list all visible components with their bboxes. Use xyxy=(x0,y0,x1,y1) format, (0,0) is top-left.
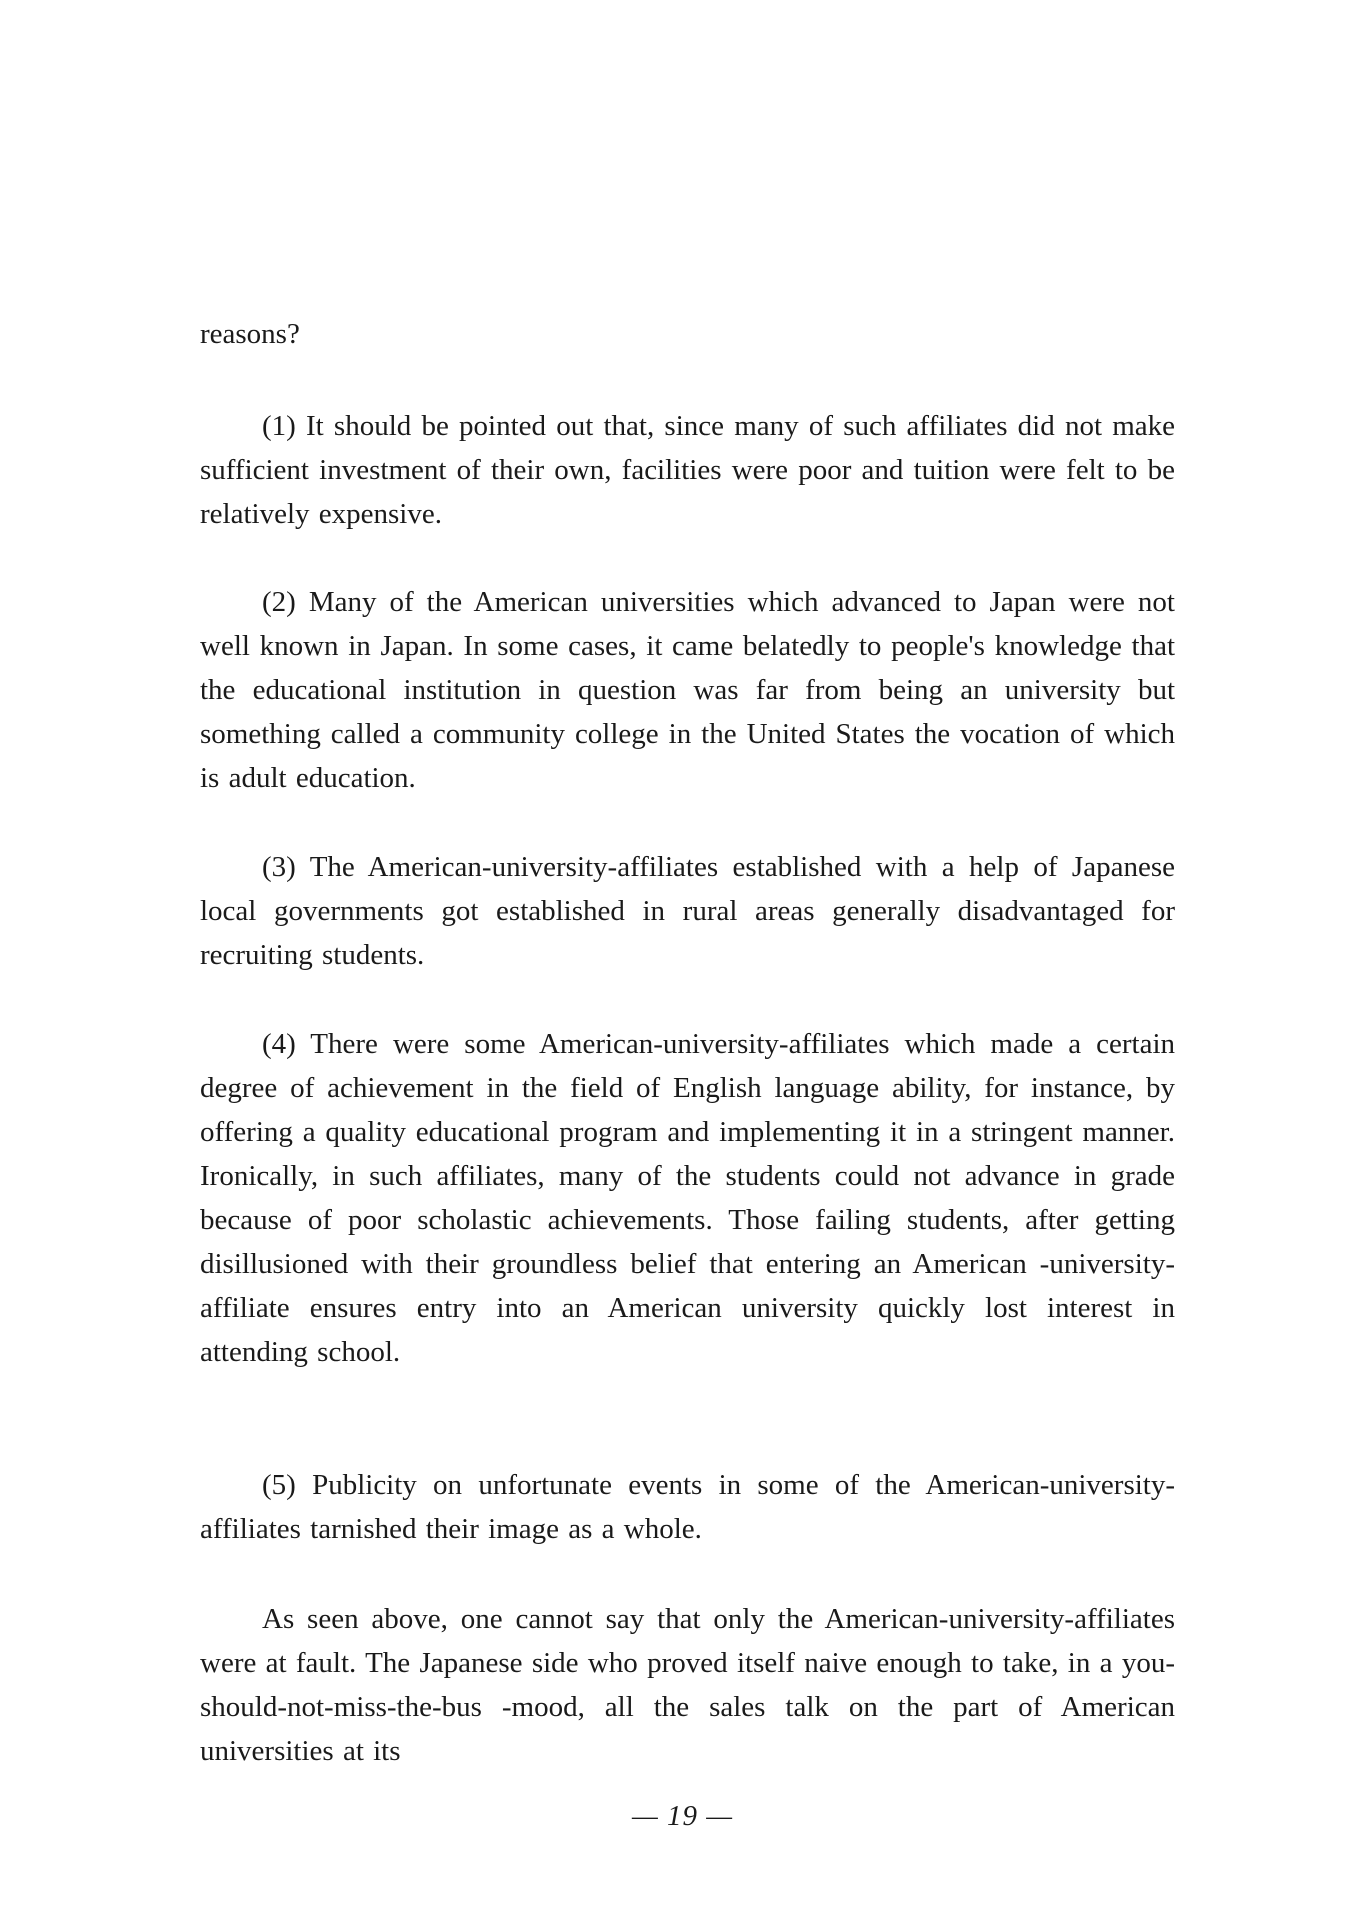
page-number: — 19 — xyxy=(631,1800,734,1832)
paragraph-point-5: (5) Publicity on unfortunate events in some of the American-university-affiliates tarnished their image as a whole. xyxy=(200,1469,1175,1545)
paragraph-point-3: (3) The American-university-affiliates established with a help of Japanese local governments got established in rural areas generally disadvantaged for recruiting students. xyxy=(200,851,1175,971)
paragraph-conclusion: As seen above, one cannot say that only the American-university-affiliates were at fault. The Japanese side who proved itself naive enough to take, in a you-should-not-miss-the-bus -mood, all the sales talk on the part of American universities at its xyxy=(200,1603,1175,1767)
paragraph-point-4: (4) There were some American-university-affiliates which made a certain degree of achievement in the field of English language ability, for instance, by offering a quality educational program and implementing it in a stringent manner. Ironically, in such affiliates, many of the students could not advance in grade because of poor scholastic achievements. Those failing students, after getting disillusioned with their groundless belief that entering an American -university-affiliate ensures entry into an American university quickly lost interest in attending school. xyxy=(200,1028,1175,1368)
paragraph-point-2: (2) Many of the American universities which advanced to Japan were not well known in Japan. In some cases, it came belatedly to people's knowledge that the educational institution in question was far from being an university but something called a community college in the United States the vocation of which is adult education. xyxy=(200,586,1175,794)
lead-fragment: reasons? xyxy=(200,318,300,350)
paragraph-point-1: (1) It should be pointed out that, since many of such affiliates did not make sufficient investment of their own, facilities were poor and tuition were felt to be relatively expensive. xyxy=(200,410,1175,530)
